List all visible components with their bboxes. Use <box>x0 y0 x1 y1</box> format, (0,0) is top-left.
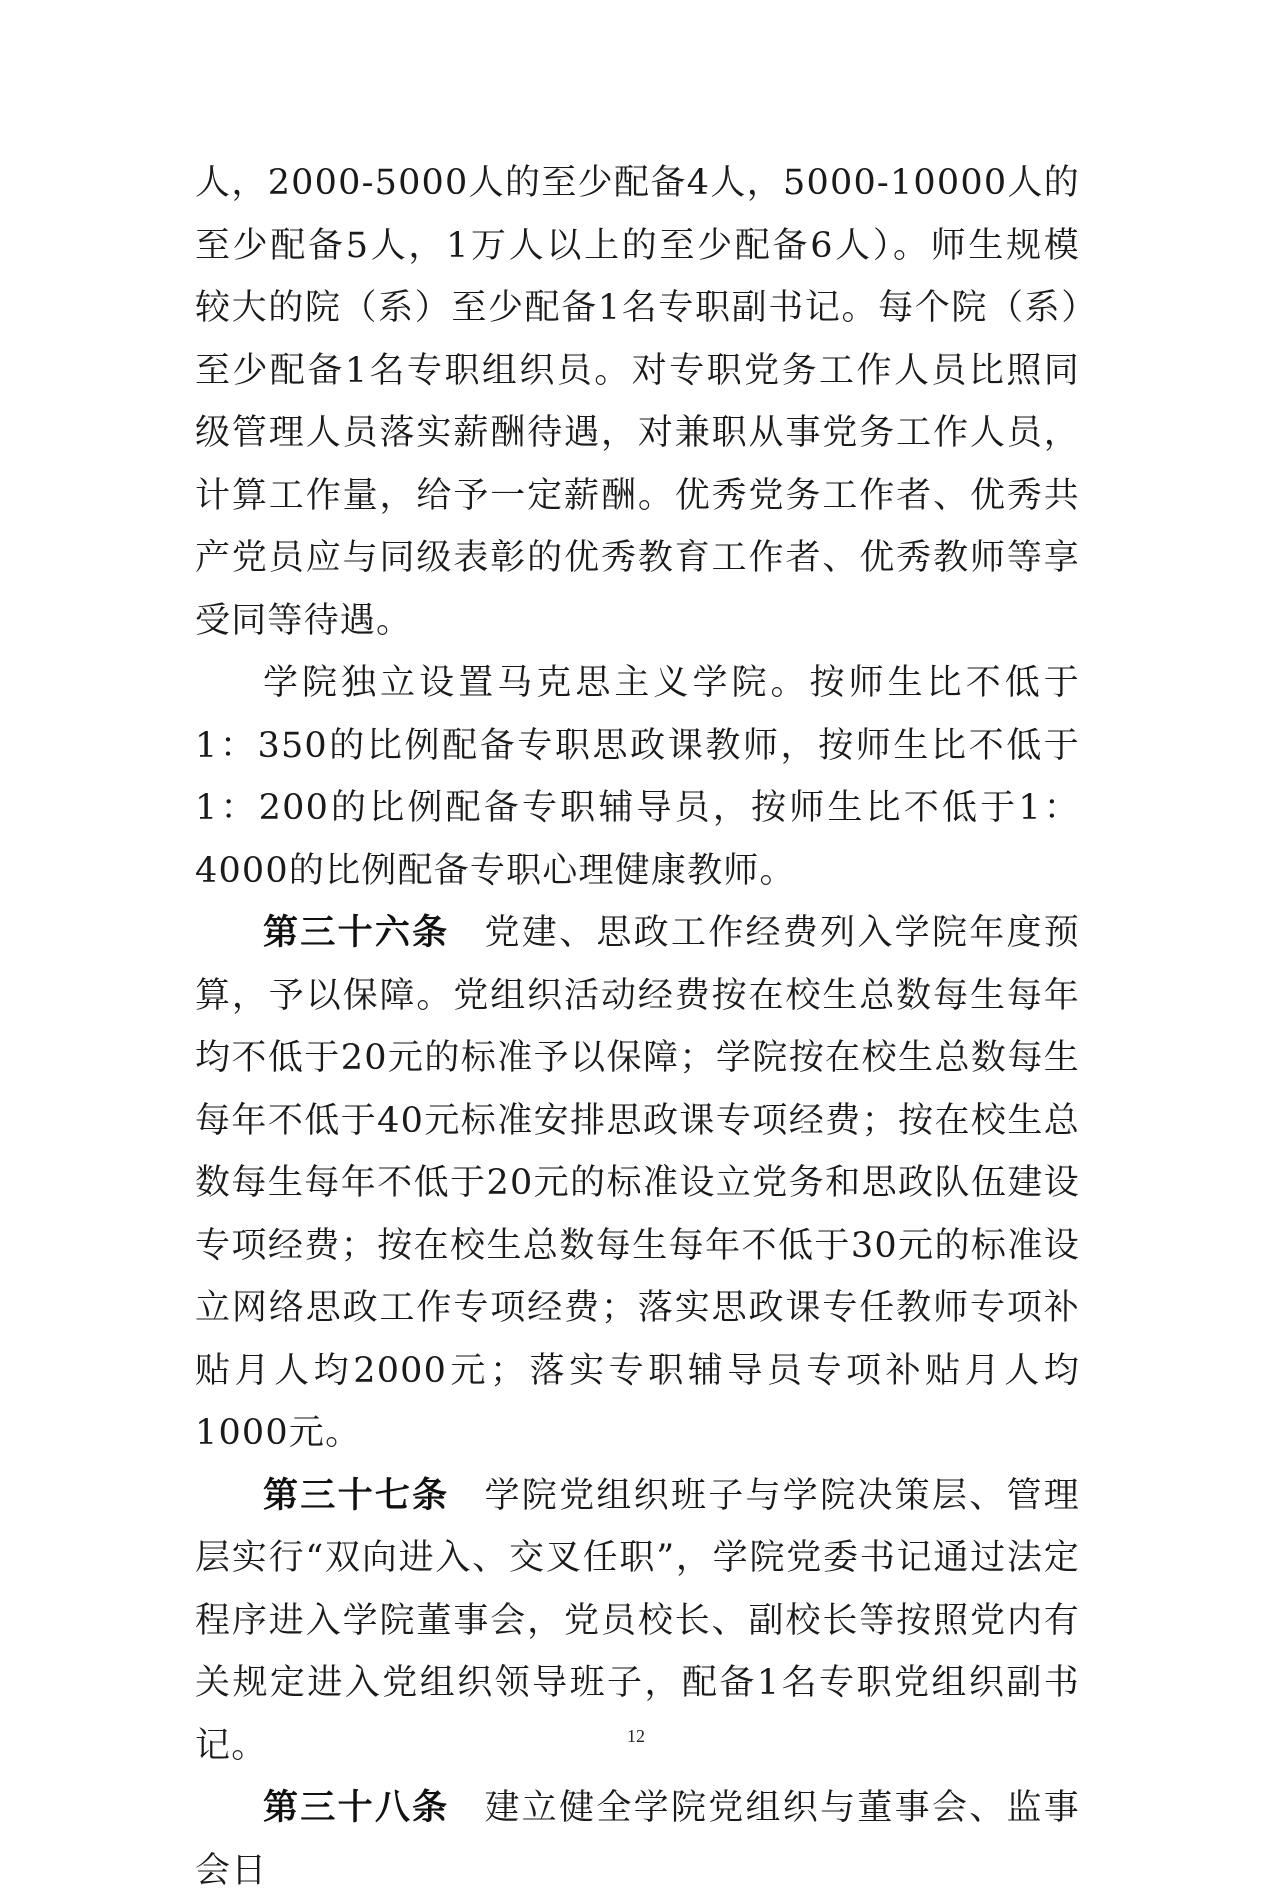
article-text: 学院党组织班子与学院决策层、管理层实行“双向进入、交叉任职”，学院党委书记通过法定程序进入学院董事会，党员校长、副校长等按照党内有关规定进入党组织领导班子，配备1名专职党组织副书记。 <box>195 1475 1080 1766</box>
paragraph-marxism-school <box>195 652 1080 902</box>
article-heading: 第三十七条 <box>263 1475 450 1516</box>
paragraph-text: 人，2000-5000人的至少配备4人，5000-10000人的至少配备5人，1万人以上的至少配备6人）。师生规模较大的院（系）至少配备1名专职副书记。每个院（系）至少配备1名专职组织员。对专职党务工作人员比照同级管理人员落实薪酬待遇，对兼职从事党务工作人员，计算工作量，给予一定薪酬。优秀党务工作者、优秀共产党员应与同级表彰的优秀教育工作者、优秀教师等享受同等待遇。 <box>195 163 1080 641</box>
article-heading: 第三十八条 <box>263 1788 450 1828</box>
article-36 <box>195 902 1080 1465</box>
article-text: 党建、思政工作经费列入学院年度预算，予以保障。党组织活动经费按在校生总数每生每年均不低于20元的标准予以保障；学院按在校生总数每生每年不低于40元标准安排思政课专项经费；按在校生总数每生每年不低于20元的标准设立党务和思政队伍建设专项经费；按在校生总数每生每年不低于30元的标准设立网络思政工作专项经费；落实思政课专任教师专项补贴月人均2000元；落实专职辅导员专项补贴月人均1000元。 <box>195 913 1080 1453</box>
article-heading: 第三十六条 <box>263 913 450 953</box>
article-text: 建立健全学院党组织与董事会、监事会日 <box>195 1788 1080 1891</box>
paragraph-staffing-continued <box>195 152 1080 652</box>
page-number: 12 <box>627 1726 645 1746</box>
paragraph-text: 学院独立设置马克思主义学院。按师生比不低于1：350的比例配备专职思政课教师，按师生比不低于1：200的比例配备专职辅导员，按师生比不低于1：4000的比例配备专职心理健康教师。 <box>195 663 1080 891</box>
body-text <box>195 152 1080 1902</box>
article-38 <box>195 1777 1080 1902</box>
